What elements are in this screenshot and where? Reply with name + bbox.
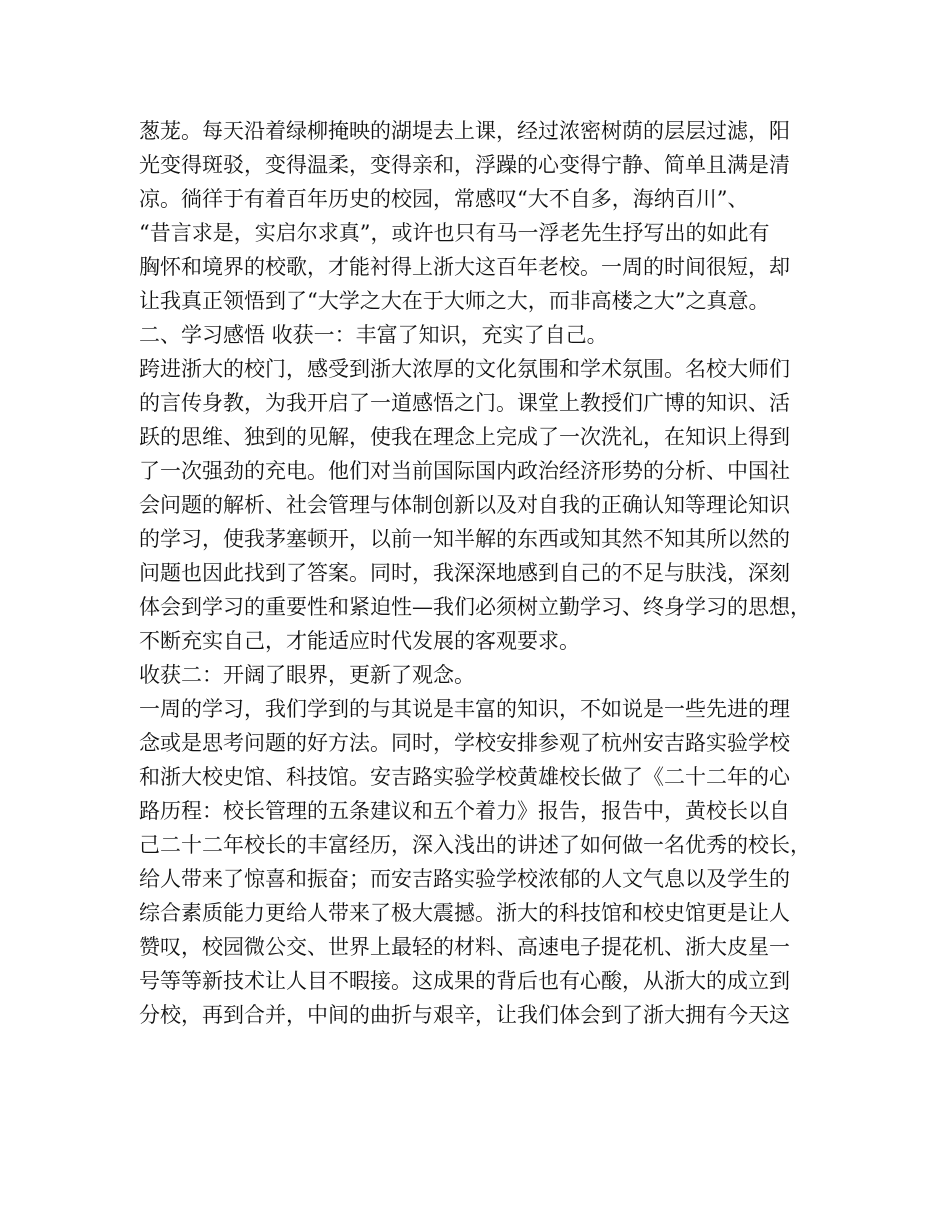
text-line: 凉。徜徉于有着百年历史的校园，常感叹“大不自多，海纳百川”、 (139, 187, 749, 211)
text-line: 体会到学习的重要性和紧迫性—我们必须树立勤学习、终身学习的思想， (139, 595, 811, 619)
text-line: “昔言求是，实启尔求真”，或许也只有马一浮老先生抒写出的如此有 (139, 221, 770, 245)
text-line: 会问题的解析、社会管理与体制创新以及对自我的正确认知等理论知识 (139, 493, 790, 517)
subsection-heading: 收获二：开阔了眼界，更新了观念。 (139, 663, 475, 687)
text-line: 葱茏。每天沿着绿柳掩映的湖堤去上课，经过浓密树荫的层层过滤，阳 (139, 119, 790, 143)
text-line: 综合素质能力更给人带来了极大震撼。浙大的科技馆和校史馆更是让人 (139, 901, 790, 925)
text-line: 光变得斑驳，变得温柔，变得亲和，浮躁的心变得宁静、简单且满是清 (139, 153, 790, 177)
text-line: 号等等新技术让人目不暇接。这成果的背后也有心酸，从浙大的成立到 (139, 969, 790, 993)
text-line: 的学习，使我茅塞顿开，以前一知半解的东西或知其然不知其所以然的 (139, 527, 790, 551)
text-line: 分校，再到合并，中间的曲折与艰辛，让我们体会到了浙大拥有今天这 (139, 1003, 790, 1027)
text-line: 念或是思考问题的好方法。同时，学校安排参观了杭州安吉路实验学校 (139, 731, 790, 755)
text-line: 不断充实自己，才能适应时代发展的客观要求。 (139, 629, 580, 653)
text-line: 问题也因此找到了答案。同时，我深深地感到自己的不足与肤浅，深刻 (139, 561, 790, 585)
text-line: 的言传身教，为我开启了一道感悟之门。课堂上教授们广博的知识、活 (139, 391, 790, 415)
body-text (139, 114, 819, 1032)
text-line: 赞叹，校园微公交、世界上最轻的材料、高速电子提花机、浙大皮星一 (139, 935, 790, 959)
text-line: 一周的学习，我们学到的与其说是丰富的知识，不如说是一些先进的理 (139, 697, 790, 721)
text-line: 己二十二年校长的丰富经历，深入浅出的讲述了如何做一名优秀的校长， (139, 833, 811, 857)
text-line: 跨进浙大的校门，感受到浙大浓厚的文化氛围和学术氛围。名校大师们 (139, 357, 790, 381)
text-line: 了一次强劲的充电。他们对当前国际国内政治经济形势的分析、中国社 (139, 459, 790, 483)
text-line: 路历程：校长管理的五条建议和五个着力》报告，报告中，黄校长以自 (139, 799, 790, 823)
section-heading: 二、学习感悟 收获一：丰富了知识，充实了自己。 (139, 323, 608, 347)
text-line: 胸怀和境界的校歌，才能衬得上浙大这百年老校。一周的时间很短，却 (139, 255, 790, 279)
text-line: 给人带来了惊喜和振奋；而安吉路实验学校浓郁的人文气息以及学生的 (139, 867, 790, 891)
text-line: 让我真正领悟到了“大学之大在于大师之大，而非高楼之大”之真意。 (139, 289, 770, 313)
text-line: 跃的思维、独到的见解，使我在理念上完成了一次洗礼，在知识上得到 (139, 425, 790, 449)
text-line: 和浙大校史馆、科技馆。安吉路实验学校黄雄校长做了《二十二年的心 (139, 765, 790, 789)
